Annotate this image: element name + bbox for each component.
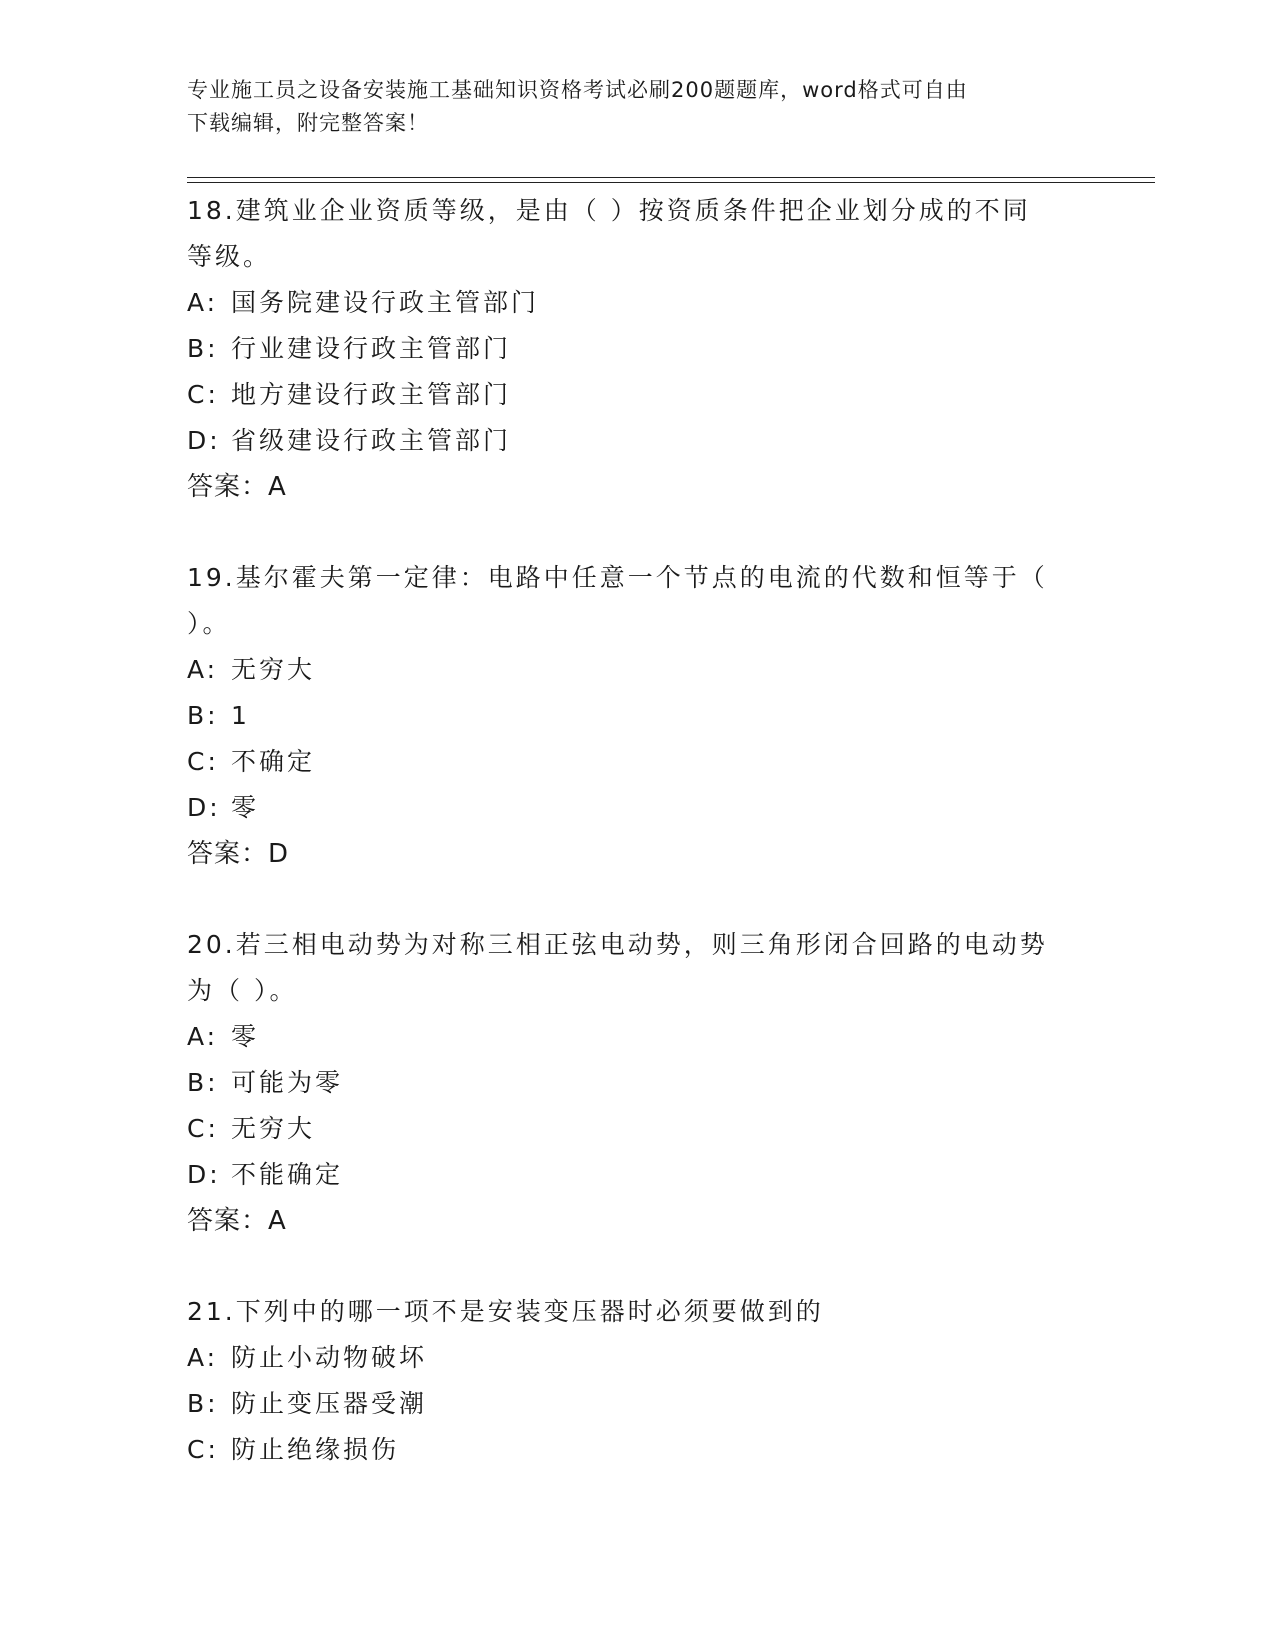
- option-c: [187, 1427, 1087, 1473]
- option-a: [187, 1014, 1087, 1060]
- option-c: [187, 372, 1087, 418]
- option-text: 国务院建设行政主管部门: [231, 288, 540, 317]
- document-header: [187, 74, 1087, 140]
- question-stem-line: ）。: [187, 609, 231, 638]
- option-key: D:: [187, 1160, 221, 1189]
- answer-line: 答案：D: [187, 839, 290, 869]
- question-stem-line: 19.基尔霍夫第一定律：电路中任意一个节点的电流的代数和恒等于（: [187, 563, 1048, 592]
- option-key: B:: [187, 1068, 219, 1097]
- option-b: [187, 1060, 1087, 1106]
- option-c: [187, 1106, 1087, 1152]
- option-key: C:: [187, 1114, 219, 1143]
- header-line-2: 下载编辑，附完整答案！: [187, 111, 429, 135]
- option-text: 省级建设行政主管部门: [231, 426, 512, 455]
- question-18: [187, 188, 1087, 510]
- question-21: [187, 1289, 1087, 1473]
- option-text: 无穷大: [231, 1114, 316, 1143]
- option-text: 无穷大: [231, 655, 316, 684]
- question-stem-line: 20.若三相电动势为对称三相正弦电动势，则三角形闭合回路的电动势: [187, 930, 1048, 959]
- question-20: [187, 922, 1087, 1244]
- option-c: [187, 739, 1087, 785]
- option-text: 不确定: [231, 747, 316, 776]
- question-stem: [187, 1289, 1087, 1335]
- option-key: A:: [187, 288, 219, 317]
- option-text: 可能为零: [231, 1068, 344, 1097]
- option-key: A:: [187, 1343, 219, 1372]
- question-stem-line: 为（ ）。: [187, 976, 298, 1005]
- option-d: [187, 418, 1087, 464]
- header-line-1: 专业施工员之设备安装施工基础知识资格考试必刷200题题库，word格式可自由: [187, 78, 968, 102]
- option-key: C:: [187, 1435, 219, 1464]
- answer-line: 答案：A: [187, 472, 287, 502]
- question-list: [187, 188, 1087, 1518]
- option-key: D:: [187, 426, 221, 455]
- question-stem: [187, 922, 1087, 1014]
- option-a: [187, 647, 1087, 693]
- option-text: 1: [231, 701, 250, 730]
- option-text: 防止变压器受潮: [231, 1389, 428, 1418]
- option-key: A:: [187, 655, 219, 684]
- question-stem: [187, 555, 1087, 647]
- header-divider-bottom: [187, 182, 1155, 183]
- question-19: [187, 555, 1087, 877]
- option-a: [187, 280, 1087, 326]
- question-stem-line: 21.下列中的哪一项不是安装变压器时必须要做到的: [187, 1297, 824, 1326]
- question-stem-line: 等级。: [187, 242, 272, 271]
- option-key: B:: [187, 1389, 219, 1418]
- option-text: 零: [231, 1022, 260, 1051]
- option-text: 零: [231, 793, 260, 822]
- option-key: C:: [187, 747, 219, 776]
- option-text: 行业建设行政主管部门: [231, 334, 512, 363]
- option-text: 不能确定: [231, 1160, 344, 1189]
- answer-line: 答案：A: [187, 1206, 287, 1236]
- option-key: C:: [187, 380, 219, 409]
- option-b: [187, 1381, 1087, 1427]
- option-a: [187, 1335, 1087, 1381]
- option-text: 防止绝缘损伤: [231, 1435, 400, 1464]
- option-b: [187, 326, 1087, 372]
- option-key: B:: [187, 701, 219, 730]
- option-key: A:: [187, 1022, 219, 1051]
- question-stem-line: 18.建筑业企业资质等级，是由（ ）按资质条件把企业划分成的不同: [187, 196, 1031, 225]
- option-key: B:: [187, 334, 219, 363]
- header-divider-top: [187, 177, 1155, 178]
- option-text: 防止小动物破坏: [231, 1343, 428, 1372]
- option-d: [187, 785, 1087, 831]
- option-d: [187, 1152, 1087, 1198]
- option-key: D:: [187, 793, 221, 822]
- question-stem: [187, 188, 1087, 280]
- option-text: 地方建设行政主管部门: [231, 380, 512, 409]
- option-b: [187, 693, 1087, 739]
